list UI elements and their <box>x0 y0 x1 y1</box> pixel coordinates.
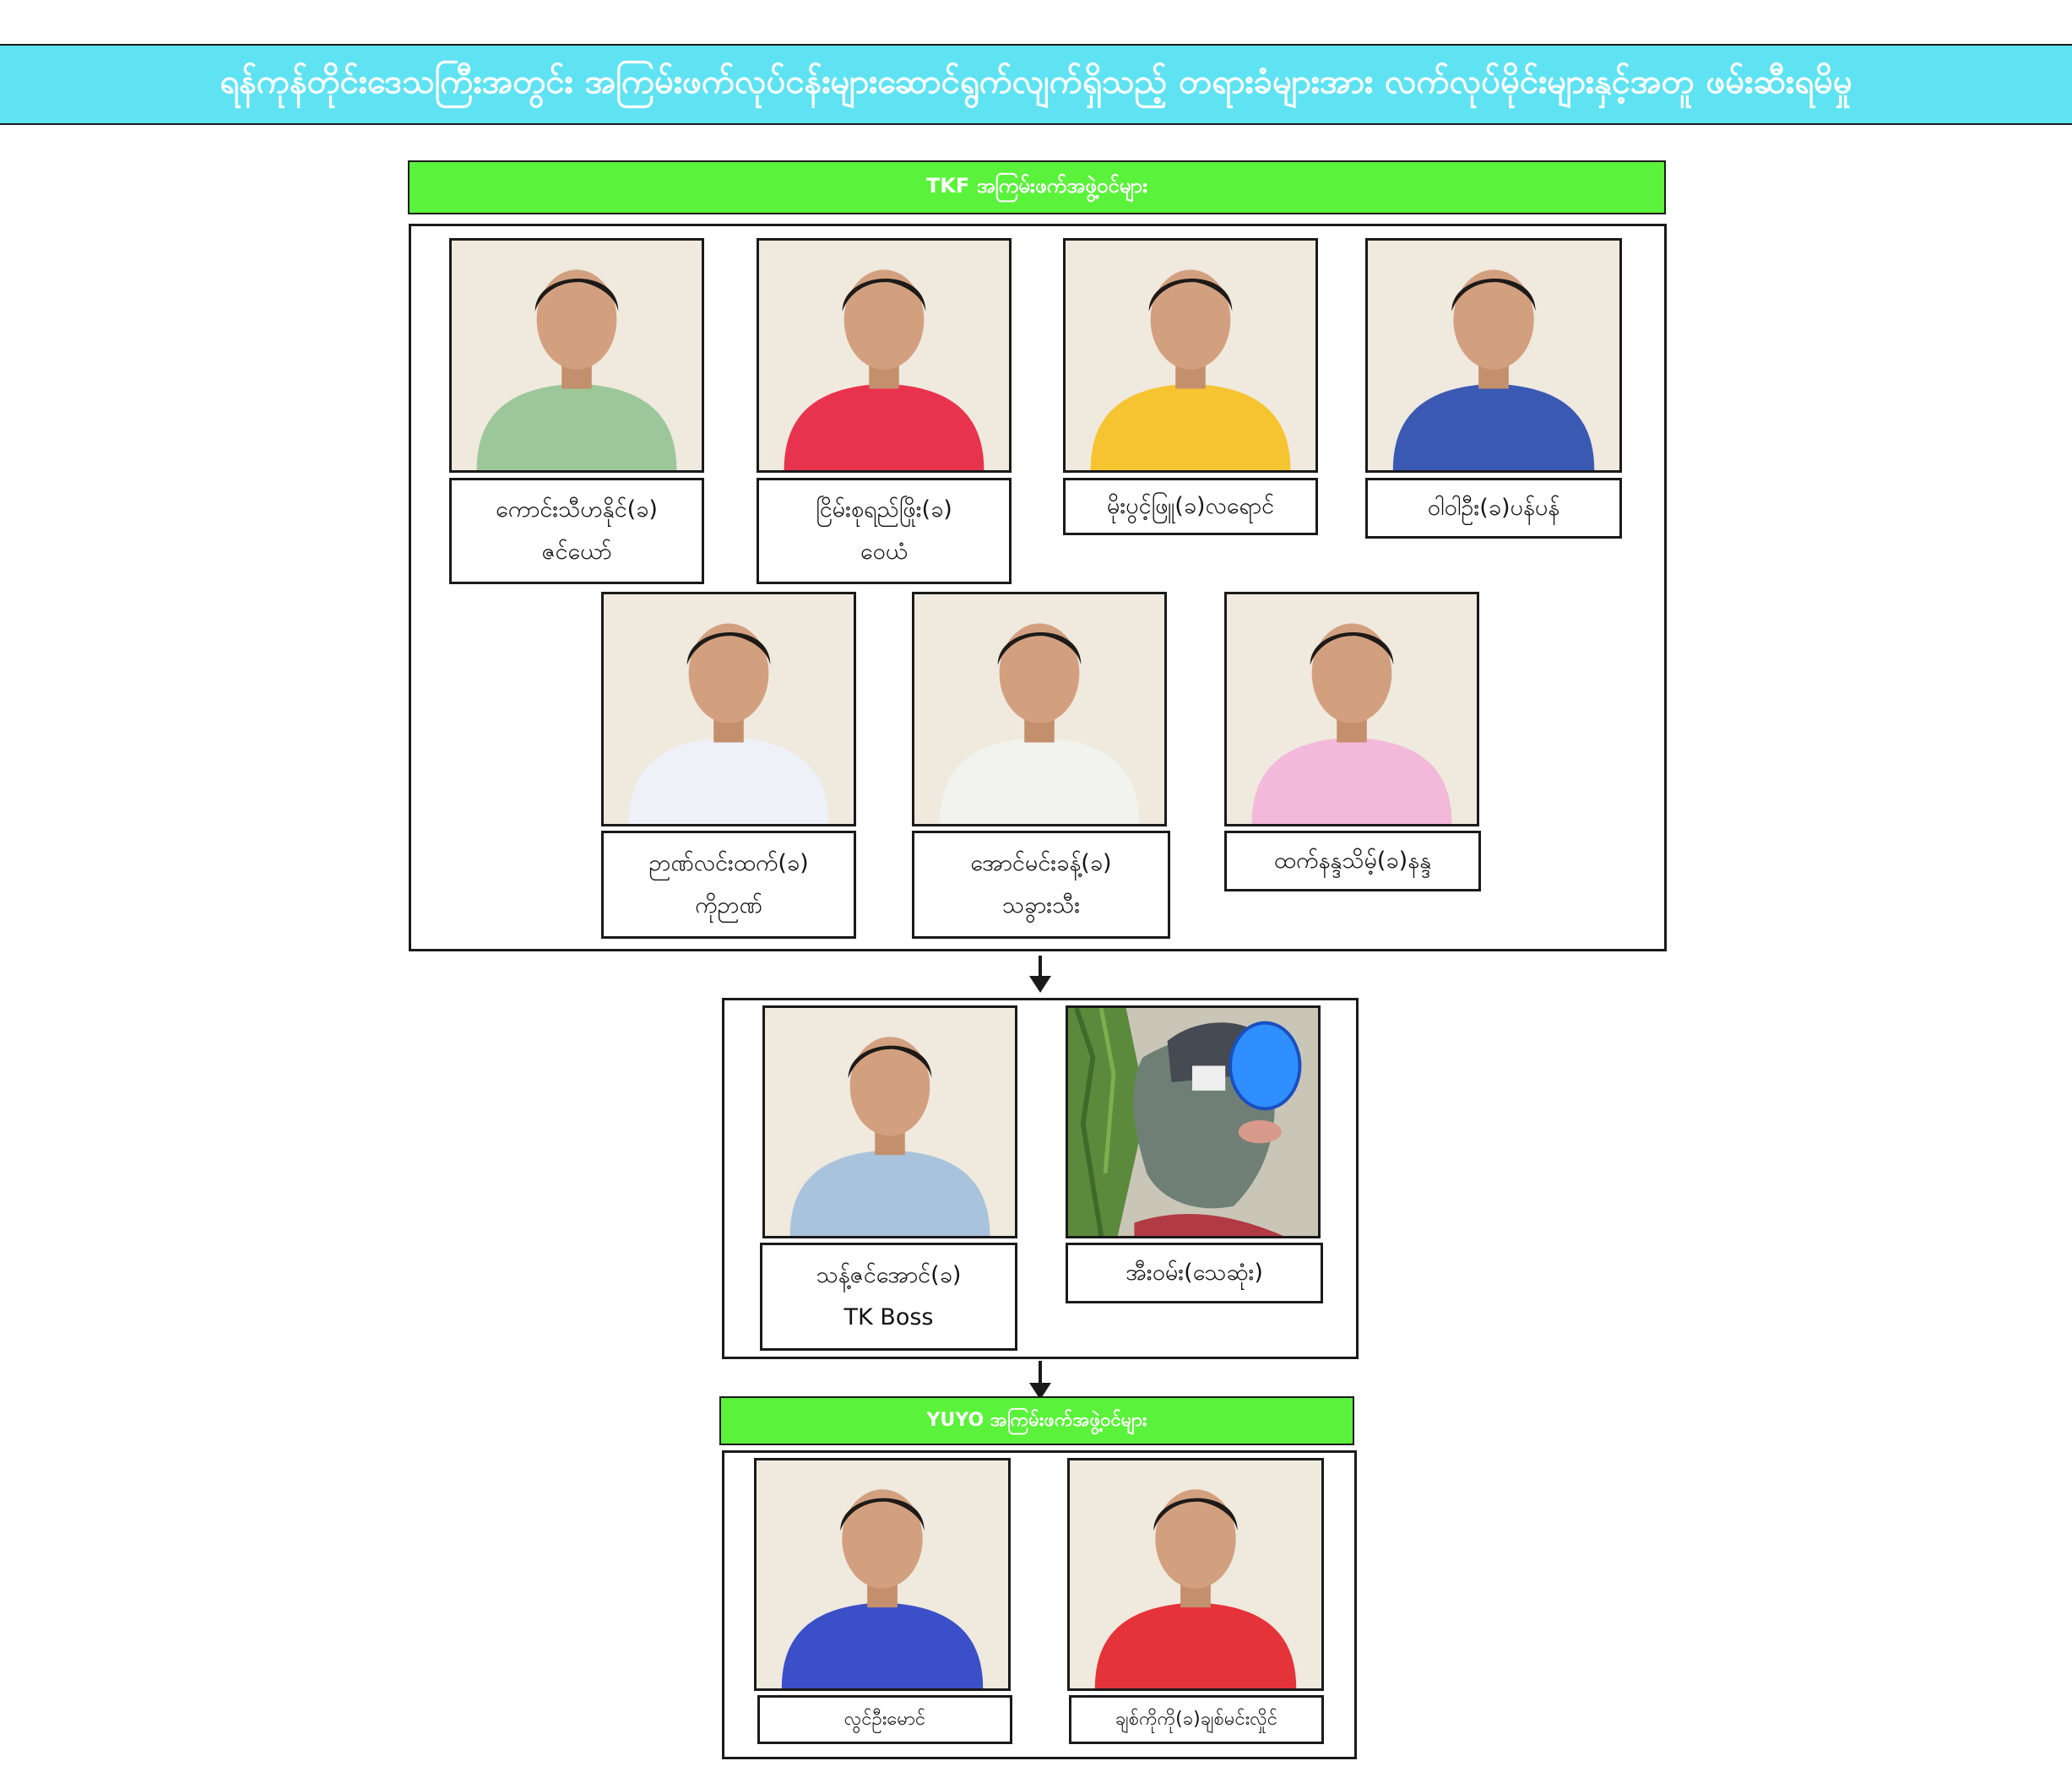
member-name: ငြိမ်းစုရည်ဖြိုး(ခ) <box>816 496 952 523</box>
tkf-group-label: TKF အကြမ်းဖက်အဖွဲ့ဝင်များ <box>925 174 1148 198</box>
tkf-group-label-bar <box>408 160 1666 214</box>
member-name: လွင်ဦးမောင် <box>843 1709 926 1730</box>
member-caption <box>760 1243 1017 1351</box>
yuyo-group-label-bar <box>719 1396 1354 1445</box>
member-caption <box>601 831 856 939</box>
member-alias: ဇင်ယော် <box>541 539 612 565</box>
member-name: ဝါဝါဦး(ခ)ပန်ပန် <box>1427 495 1560 521</box>
member-name: အီးဝမ်း(သေဆုံး) <box>1125 1260 1263 1286</box>
member-photo <box>449 238 704 473</box>
member-photo <box>762 1005 1017 1238</box>
member-photo <box>1067 1458 1324 1691</box>
headline-text: ရန်ကုန်တိုင်းဒေသကြီးအတွင်း အကြမ်းဖက်လုပ်ငန်းများဆောင်ရွက်လျက်ရှိသည့် တရားခံများအား လက်လုပ်မိုင်းများနှင့်အတူ ဖမ်းဆီးရမိမှု <box>220 62 1852 101</box>
member-name: မိုးပွင့်ဖြူ(ခ)လရောင် <box>1106 493 1275 519</box>
member-caption <box>757 1695 1012 1744</box>
member-name: ထက်နန္ဒသိမ့်(ခ)နန္ဒ <box>1273 848 1432 874</box>
member-caption <box>1066 1243 1323 1303</box>
member-photo <box>912 592 1167 826</box>
headline-banner <box>0 44 2072 125</box>
member-photo <box>1063 238 1318 473</box>
member-caption <box>1224 831 1481 891</box>
member-caption <box>1063 478 1318 535</box>
member-caption <box>912 831 1170 939</box>
member-photo <box>757 238 1012 473</box>
member-name: သန့်ဇင်အောင်(ခ) <box>816 1262 962 1288</box>
member-photo <box>601 592 856 826</box>
member-photo <box>754 1458 1011 1691</box>
member-alias: TK Boss <box>843 1304 934 1330</box>
deceased-photo <box>1066 1005 1321 1238</box>
member-photo <box>1224 592 1479 826</box>
member-name: ဉာဏ်လင်းထက်(ခ) <box>648 850 809 876</box>
member-name: ကောင်းသီဟနိုင်(ခ) <box>496 496 658 523</box>
member-caption <box>449 478 704 584</box>
member-caption <box>757 478 1012 584</box>
member-alias: ကိုဉာဏ် <box>695 892 762 918</box>
member-name: ချစ်ကိုကို(ခ)ချစ်မင်းလှိုင် <box>1115 1709 1278 1730</box>
member-name: အောင်မင်းခန့်(ခ) <box>970 850 1112 876</box>
yuyo-group-label: YUYO အကြမ်းဖက်အဖွဲ့ဝင်များ <box>926 1409 1147 1431</box>
member-alias: သခွားသီး <box>1001 892 1081 918</box>
member-photo <box>1365 238 1622 473</box>
member-caption <box>1069 1695 1324 1744</box>
member-alias: ဝေယံ <box>860 539 909 565</box>
member-caption <box>1365 478 1622 539</box>
